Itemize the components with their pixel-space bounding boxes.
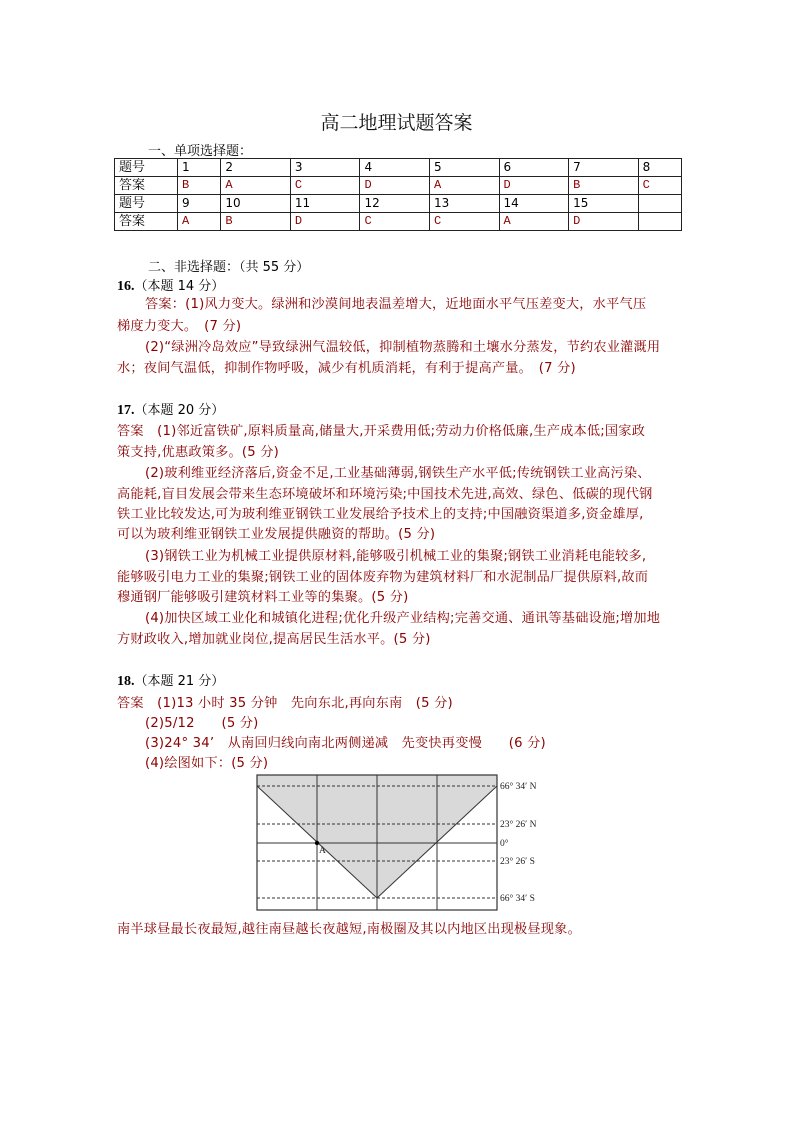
q17-line: 方财政收入,增加就业岗位,提高居民生活水平。(5 分)	[117, 632, 431, 647]
table-cell: 5	[429, 159, 499, 177]
lat-label: 0°	[500, 839, 509, 849]
table-row	[115, 195, 682, 213]
q17-line: (3)钢铁工业为机械工业提供原材料,能够吸引机械工业的集聚;钢铁工业消耗电能较多,	[145, 549, 647, 564]
q16-header	[117, 275, 224, 295]
q17-line: 答案 (1)邻近富铁矿,原料质量高,储量大,开采费用低;劳动力价格低廉,生产成本低;国家政	[117, 424, 646, 439]
lat-label: 23° 26′ N	[500, 820, 537, 830]
table-cell: D	[499, 177, 569, 195]
table-cell: A	[178, 213, 221, 231]
table-cell: 10	[221, 195, 291, 213]
table-cell: 12	[360, 195, 430, 213]
table-cell	[638, 195, 681, 213]
q18-header	[117, 670, 224, 690]
q16-number: 16.	[117, 279, 135, 294]
q17-number: 17.	[117, 403, 135, 418]
page-title: 高二地理试题答案	[320, 112, 473, 134]
table-cell: 6	[499, 159, 569, 177]
table-cell: D	[360, 177, 430, 195]
table-cell: 13	[429, 195, 499, 213]
q18-line: (2)5/12 (5 分)	[145, 716, 259, 731]
q16-line: (2)“绿洲冷岛效应”导致绿洲气温较低，抑制植物蒸腾和土壤水分蒸发，节约农业灌溉用	[145, 340, 661, 355]
q16-line: 答案：(1)风力变大。绿洲和沙漠间地表温差增大，近地面水平气压差变大，水平气压	[145, 297, 647, 312]
table-cell: A	[499, 213, 569, 231]
table-row	[115, 213, 682, 231]
table-cell: B	[569, 177, 639, 195]
table-cell: 2	[221, 159, 291, 177]
q17-line: 可以为玻利维亚钢铁工业发展提供融资的帮助。(5 分)	[117, 527, 436, 542]
row-label: 答案	[115, 213, 178, 231]
table-cell: C	[290, 177, 360, 195]
point-a-label: A	[319, 846, 326, 856]
q17-line: (4)加快区域工业化和城镇化进程;优化升级产业结构;完善交通、通讯等基础设施;增加地	[145, 611, 661, 626]
table-cell: D	[569, 213, 639, 231]
row-label: 题号	[115, 159, 178, 177]
table-cell: C	[429, 213, 499, 231]
q17-header	[117, 399, 224, 419]
point-a-marker	[315, 841, 319, 845]
q18-conclusion: 南半球昼最长夜最短,越往南昼越长夜越短,南极圈及其以内地区出现极昼现象。	[117, 922, 581, 937]
lat-label: 66° 34′ S	[500, 894, 535, 904]
table-row	[115, 159, 682, 177]
q17-line: 铁工业比较发达,可为玻利维亚钢铁工业发展给予技术上的支持;中国融资渠道多,资金雄厚,	[117, 507, 644, 522]
lat-label: 23° 26′ S	[500, 857, 535, 867]
daylight-diagram	[250, 770, 550, 915]
answer-table	[114, 158, 682, 231]
table-cell: 4	[360, 159, 430, 177]
table-cell: C	[360, 213, 430, 231]
table-row	[115, 177, 682, 195]
lat-label: 66° 34′ N	[500, 782, 537, 792]
table-cell: A	[221, 177, 291, 195]
q17-points: （本题 20 分）	[134, 403, 225, 418]
q18-points: （本题 21 分）	[134, 674, 225, 689]
table-cell: 14	[499, 195, 569, 213]
q16-line: 水；夜间气温低，抑制作物呼吸，减少有机质消耗，有利于提高产量。 (7 分)	[117, 361, 576, 376]
row-label: 题号	[115, 195, 178, 213]
table-cell: B	[178, 177, 221, 195]
table-cell: 1	[178, 159, 221, 177]
q18-number: 18.	[117, 674, 135, 689]
q17-line: (2)玻利维亚经济落后,资金不足,工业基础薄弱,钢铁生产水平低;传统钢铁工业高污染、	[145, 466, 651, 481]
section1-heading: 一、单项选择题：	[148, 144, 253, 159]
q17-line: 策支持,优惠政策多。(5 分)	[117, 445, 279, 460]
table-cell: C	[638, 177, 681, 195]
q17-line: 能够吸引电力工业的集聚;钢铁工业的固体废弃物为建筑材料厂和水泥制品厂提供原料,故而	[117, 570, 649, 585]
table-cell: 9	[178, 195, 221, 213]
q17-line: 穆通钢厂能够吸引建筑材料工业等的集聚。(5 分)	[117, 590, 409, 605]
table-cell: 15	[569, 195, 639, 213]
table-cell: B	[221, 213, 291, 231]
q18-line: (3)24° 34’ 从南回归线向南北两侧递减 先变快再变慢 (6 分)	[145, 736, 546, 751]
row-label: 答案	[115, 177, 178, 195]
q18-line: 答案 (1)13 小时 35 分钟 先向东北,再向东南 (5 分)	[117, 696, 453, 711]
table-cell: 3	[290, 159, 360, 177]
table-cell	[638, 213, 681, 231]
table-cell: 11	[290, 195, 360, 213]
table-cell: A	[429, 177, 499, 195]
q18-line: (4)绘图如下：(5 分)	[145, 756, 269, 771]
table-cell: 8	[638, 159, 681, 177]
section2-heading: 二、非选择题：（共 55 分）	[148, 260, 310, 275]
q16-line: 梯度力变大。 (7 分)	[117, 319, 242, 334]
table-cell: 7	[569, 159, 639, 177]
q16-points: （本题 14 分）	[134, 279, 225, 294]
table-cell: D	[290, 213, 360, 231]
q17-line: 高能耗,盲目发展会带来生态环境破坏和环境污染;中国技术先进,高效、绿色、低碳的现代钢	[117, 487, 653, 502]
